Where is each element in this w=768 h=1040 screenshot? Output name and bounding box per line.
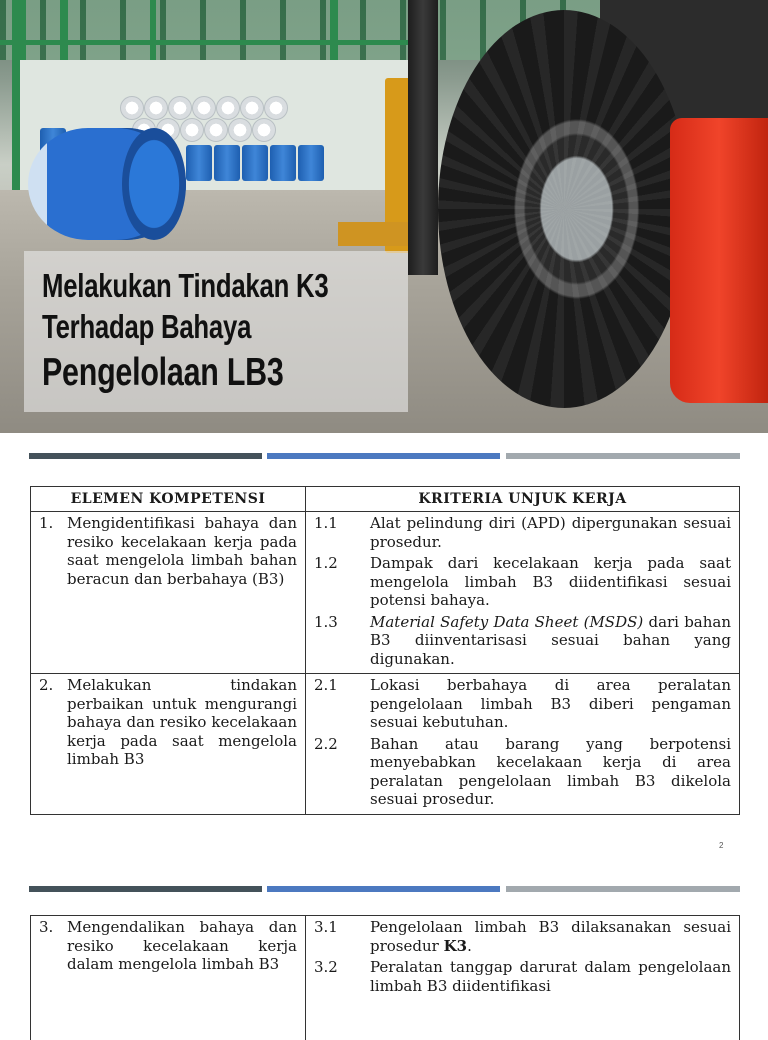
drum-icon (216, 96, 240, 120)
drum-icon (252, 118, 276, 142)
criteria-text: Pengelolaan limbah B3 dilaksanakan sesuai prosedur (370, 918, 731, 955)
element-text: Melakukan tindakan perbaikan untuk mengurangi bahaya dan resiko kecelakaan kerja pada saat mengelola limbah B3 (67, 676, 297, 769)
header-element: ELEMEN KOMPETENSI (31, 487, 306, 512)
drum-icon (144, 96, 168, 120)
criteria-number: 2.1 (314, 676, 370, 732)
criteria-cell (306, 674, 740, 815)
element-text: Mengendalikan bahaya dan resiko kecelakaan kerja dalam mengelola limbah B3 (67, 918, 297, 974)
criteria-cell (306, 512, 740, 674)
header-criteria: KRITERIA UNJUK KERJA (306, 487, 740, 512)
drum-icon (298, 145, 324, 181)
page-number: 2 (719, 841, 723, 850)
element-cell (31, 916, 306, 1040)
drum-icon (242, 145, 268, 181)
criteria-text-end: . (467, 937, 472, 955)
criteria-bold-term: K3 (444, 937, 467, 955)
forklift-red-panel (670, 118, 768, 403)
divider-bar-grey (506, 453, 740, 459)
divider-bar-dark (29, 453, 262, 459)
drum-icon (120, 96, 144, 120)
criteria-text-group (370, 918, 731, 955)
criteria-text: Lokasi berbahaya di area peralatan pengelolaan limbah B3 diberi pengaman sesuai kebutuhan. (370, 676, 731, 732)
divider-bar-dark (29, 886, 262, 892)
element-cell (31, 674, 306, 815)
drum-icon (186, 145, 212, 181)
element-number: 1. (39, 514, 67, 588)
drum-icon (214, 145, 240, 181)
table-row (31, 916, 740, 1040)
criteria-item (314, 735, 731, 809)
fallen-drum-lid (122, 128, 186, 240)
divider-bar-blue (267, 453, 500, 459)
divider-bar-grey (506, 886, 740, 892)
criteria-item (314, 676, 731, 732)
criteria-text: dari bahan B3 diinventarisasi sesuai bahan yang digunakan. (370, 613, 731, 668)
drum-icon (228, 118, 252, 142)
element-number: 2. (39, 676, 67, 769)
criteria-italic-term: Material Safety Data Sheet (MSDS) (370, 613, 643, 631)
competency-table (30, 486, 740, 815)
element-number: 3. (39, 918, 67, 974)
criteria-text: Bahan atau barang yang berpotensi menyebabkan kecelakaan kerja di area peralatan pengelolaan limbah B3 dikelola sesuai prosedur. (370, 735, 731, 809)
criteria-item (314, 613, 731, 669)
criteria-number: 3.1 (314, 918, 370, 955)
divider-bar-blue (267, 886, 500, 892)
criteria-number: 1.2 (314, 554, 370, 610)
title-line-1: Melakukan Tindakan K3 (42, 267, 328, 305)
element-text: Mengidentifikasi bahaya dan resiko kecelakaan kerja pada saat mengelola limbah bahan beracun dan berbahaya (B3) (67, 514, 297, 588)
criteria-item (314, 918, 731, 955)
table-row (31, 674, 740, 815)
forklift-post (408, 0, 438, 275)
drum-icon (168, 96, 192, 120)
criteria-text: Dampak dari kecelakaan kerja pada saat mengelola limbah B3 diidentifikasi sesuai potensi bahaya. (370, 554, 731, 610)
element-cell (31, 512, 306, 674)
hero-photo (0, 0, 768, 433)
criteria-item (314, 514, 731, 551)
criteria-cell (306, 916, 740, 1040)
drum-icon (180, 118, 204, 142)
drum-icon (192, 96, 216, 120)
criteria-item (314, 958, 731, 995)
title-line-2: Terhadap Bahaya (42, 308, 251, 346)
drum-icon (204, 118, 228, 142)
drum-icon (240, 96, 264, 120)
criteria-text-group (370, 613, 731, 669)
criteria-text: Peralatan tanggap darurat dalam pengelolaan limbah B3 diidentifikasi (370, 958, 731, 995)
criteria-number: 2.2 (314, 735, 370, 809)
drum-icon (264, 96, 288, 120)
criteria-item (314, 554, 731, 610)
criteria-text: Alat pelindung diri (APD) dipergunakan sesuai prosedur. (370, 514, 731, 551)
table-row (31, 512, 740, 674)
competency-table-continued (30, 915, 740, 1040)
table-header-row (31, 487, 740, 512)
title-box (24, 251, 408, 412)
title-line-3: Pengelolaan LB3 (42, 351, 284, 395)
criteria-number: 1.3 (314, 613, 370, 669)
steel-beam (0, 40, 410, 45)
tire-tread (438, 10, 690, 408)
drum-icon (270, 145, 296, 181)
criteria-number: 3.2 (314, 958, 370, 995)
forklift-fork (338, 222, 408, 246)
criteria-number: 1.1 (314, 514, 370, 551)
